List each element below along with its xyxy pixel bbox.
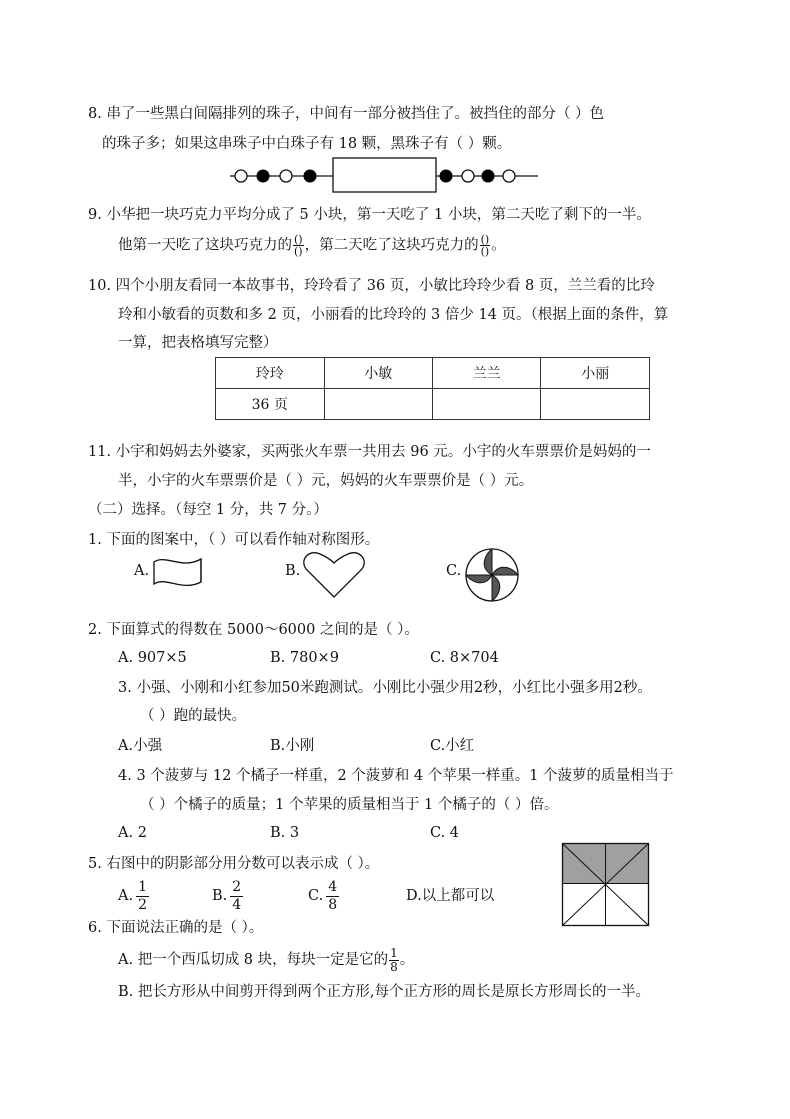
heart-shape-icon [302, 551, 366, 599]
c2-option-a: A. 907×5 [118, 650, 187, 666]
fraction-blank-num: () [480, 233, 490, 246]
bead-string-figure [230, 158, 540, 194]
c4-option-a: A. 2 [118, 825, 147, 841]
flag-shape-icon [152, 556, 204, 586]
c1-stem: 1. 下面的图案中，（ ）可以看作轴对称图形。 [88, 532, 380, 548]
q9-text-c: 。 [491, 237, 506, 254]
black-bead [440, 170, 453, 183]
black-bead [257, 170, 270, 183]
table-header-cell: 小敏 [324, 358, 432, 389]
q9-text-a: 他第一天吃了这块巧克力的 [118, 237, 292, 254]
c5-option-c [308, 876, 342, 916]
c6-option-a-text: A. 把一个西瓜切成 8 块，每块一定是它的 [118, 952, 389, 968]
fraction-den: 8 [390, 959, 398, 974]
c1-option-c-label: C. [446, 563, 462, 579]
c4-option-c: C. 4 [430, 825, 460, 841]
c4-line1: 4. 3 个菠萝与 12 个橘子一样重，2 个菠萝和 4 个苹果一样重。1 个菠萝的质量相当于 [118, 768, 674, 784]
fraction-den: 8 [328, 896, 338, 913]
c5-stem: 5. 右图中的阴影部分用分数可以表示成（ ）。 [88, 856, 380, 872]
q10-line3: 一算，把表格填写完整） [118, 335, 278, 351]
c1-option-a-label: A. [134, 563, 150, 579]
c6-option-b: B. 把长方形从中间剪开得到两个正方形,每个正方形的周长是原长方形周长的一半。 [118, 984, 650, 1000]
table-cell-blank[interactable] [541, 389, 650, 420]
fraction-blank-den: () [480, 245, 490, 258]
white-bead [235, 170, 247, 182]
table-cell: 36 页 [216, 389, 325, 420]
fraction-four-eighths [326, 879, 339, 914]
fraction-blank-1 [293, 234, 304, 257]
section-title: （二）选择。（每空 1 分，共 7 分。） [88, 502, 328, 518]
cover-box [333, 158, 436, 192]
q10-line1: 10. 四个小朋友看同一本故事书，玲玲看了 36 页，小敏比玲玲少看 8 页，兰兰看的比玲 [88, 278, 655, 294]
white-bead [280, 170, 292, 182]
table-header-cell: 玲玲 [216, 358, 325, 389]
fraction-half [136, 879, 149, 914]
c5-option-b [212, 876, 246, 916]
q9-text-b: ，第二天吃了这块巧克力的 [304, 237, 479, 254]
c4-option-b: B. 3 [270, 825, 300, 841]
table-header-cell: 兰兰 [432, 358, 540, 389]
shaded-square-figure [562, 843, 650, 927]
c2-stem: 2. 下面算式的得数在 5000～6000 之间的是（ ）。 [88, 622, 419, 638]
q8-line2: 的珠子多；如果这串珠子中白珠子有 18 颗，黑珠子有（ ）颗。 [102, 136, 512, 152]
c3-line1: 3. 小强、小刚和小红参加50米跑测试。小刚比小强少用2秒，小红比小强多用2秒。 [118, 680, 652, 696]
q11-line1: 11. 小宇和妈妈去外婆家，买两张火车票一共用去 96 元。小宇的火车票票价是妈妈的一 [88, 444, 651, 460]
fraction-num: 2 [232, 878, 242, 895]
table-header-row [216, 358, 650, 389]
c6-option-a-end: 。 [399, 952, 415, 968]
pinwheel-shape-icon [464, 547, 520, 603]
white-bead [462, 170, 474, 182]
black-bead [482, 170, 495, 183]
c4-line2: （ ）个橘子的质量；1 个苹果的质量相当于 1 个橘子的（ ）倍。 [140, 797, 559, 813]
q11-line2: 半，小宇的火车票票价是（ ）元，妈妈的火车票票价是（ ）元。 [118, 473, 534, 489]
q9-line1: 9. 小华把一块巧克力平均分成了 5 小块，第一天吃了 1 小块，第二天吃了剩下的一半。 [88, 207, 651, 223]
fraction-blank-num: () [294, 233, 303, 246]
fraction-blank-2 [480, 234, 491, 257]
fraction-num: 1 [138, 878, 148, 895]
white-bead [503, 170, 515, 182]
c1-option-b-label: B. [285, 563, 301, 579]
fraction-two-fourths [230, 879, 243, 914]
table-row [216, 389, 650, 420]
c3-option-b: B.小刚 [270, 738, 315, 754]
q10-line2: 玲和小敏看的页数和多 2 页，小丽看的比玲玲的 3 倍少 14 页。（根据上面的条件，算 [118, 307, 669, 323]
c5-option-c-label: C. [308, 888, 324, 904]
c2-option-c: C. 8×704 [430, 650, 499, 666]
table-cell-blank[interactable] [324, 389, 432, 420]
c6-stem: 6. 下面说法正确的是（ ）。 [88, 920, 264, 936]
c5-option-a [118, 876, 152, 916]
c2-option-b: B. 780×9 [270, 650, 339, 666]
pages-table [215, 357, 650, 420]
fraction-den: 4 [232, 896, 242, 913]
fraction-den: 2 [138, 896, 148, 913]
fraction-eighth [389, 947, 399, 974]
fraction-num: 4 [328, 878, 338, 895]
fraction-num: 1 [390, 945, 398, 960]
table-cell-blank[interactable] [432, 389, 540, 420]
c6-option-a [118, 941, 414, 979]
c3-line2: （ ）跑的最快。 [140, 708, 247, 724]
fraction-blank-den: () [294, 245, 303, 258]
c5-option-a-label: A. [118, 888, 134, 904]
c3-option-c: C.小红 [430, 738, 475, 754]
c5-option-d: D.以上都可以 [406, 888, 495, 904]
c5-option-b-label: B. [212, 888, 228, 904]
table-header-cell: 小丽 [541, 358, 650, 389]
black-bead [304, 170, 317, 183]
c3-option-a: A.小强 [118, 738, 163, 754]
q8-line1: 8. 串了一些黑白间隔排列的珠子，中间有一部分被挡住了。被挡住的部分（ ）色 [88, 106, 605, 122]
q9-line2 [118, 234, 506, 257]
